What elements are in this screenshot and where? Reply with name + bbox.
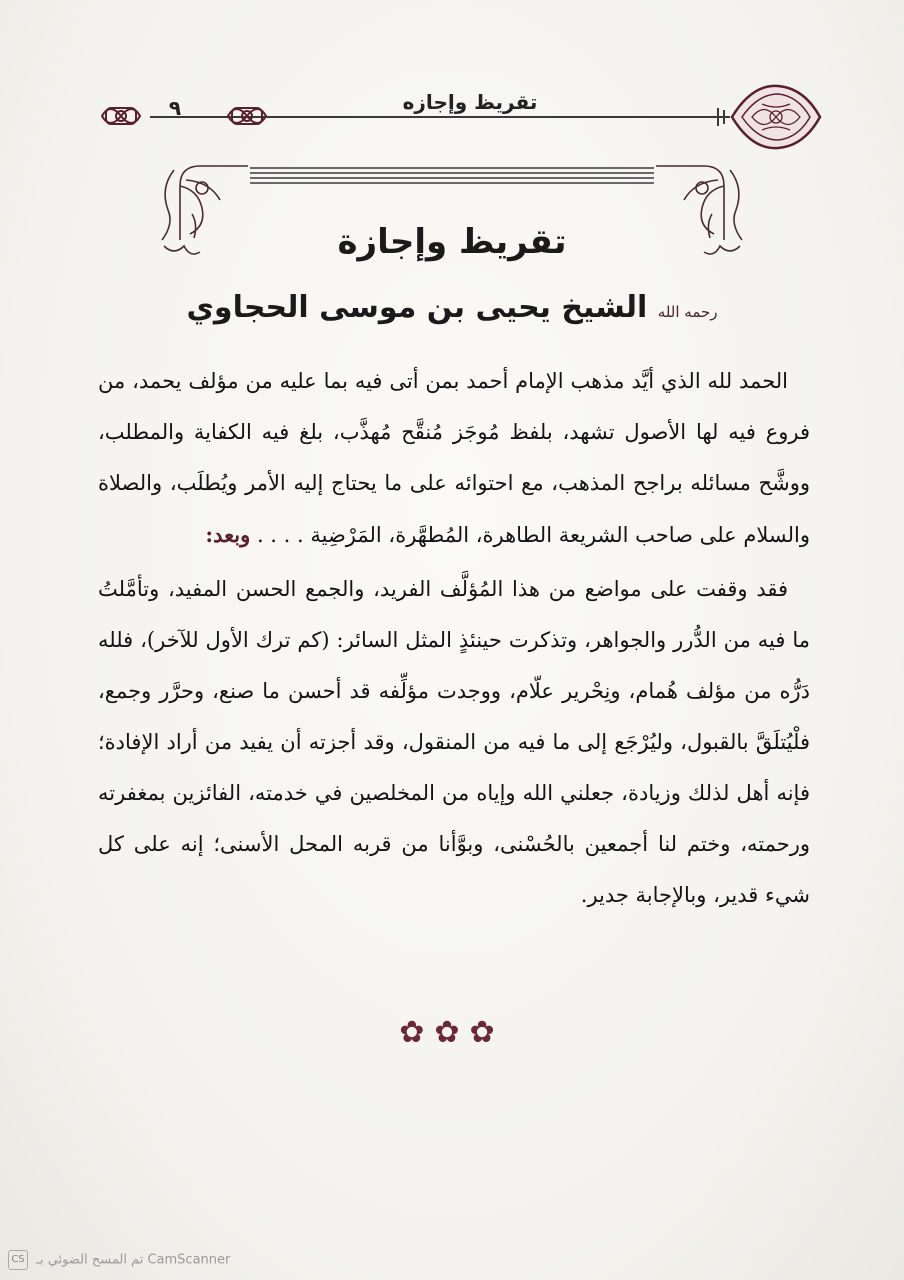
wa-baad-phrase: وبعد: — [205, 522, 251, 547]
medallion-ornament — [712, 80, 824, 154]
author-heading — [150, 290, 760, 325]
scanner-watermark — [8, 1250, 230, 1270]
body-text — [98, 356, 810, 921]
watermark-text: تم المسح الضوئي بـ CamScanner — [36, 1252, 231, 1268]
section-separator-stars: ✿✿✿ — [399, 1015, 505, 1050]
knot-ornament-center — [224, 100, 270, 132]
page-number: ٩ — [168, 96, 182, 120]
paragraph-2: فقد وقفت على مواضع من هذا المُؤلَّف الفريد، والجمع الحسن المفيد، وتأمَّلتُ ما فيه من الدُّرر والجواهر، وتذكرت حينئذٍ المثل السائر: (كم ترك الأول للآخر)، فلله دَرُّه من مؤلف هُمام، ونِحْرير علّام، ووجدت مؤلِّفه قد أحسن ما صنع، وحرَّر وجمع، فلْيُتلَقَّ بالقبول، وليُرْجَع إلى ما فيه من المنقول، وقد أجزته أن يفيد من أراد الإفادة؛ فإنه أهل لذلك وزيادة، جعلني الله وإياه من المخلصين في خدمته، الفائزين بمغفرته ورحمته، وختم لنا أجمعين بالحُسْنى، وبوَّأنا من قربه المحل الأسنى؛ إنه على كل شيء قدير، وبالإجابة جدير. — [98, 577, 810, 907]
author-name: الشيخ يحيى بن موسى الحجاوي — [186, 290, 648, 325]
camscanner-logo: CS — [8, 1250, 28, 1270]
honorific-mark: رحمه الله — [657, 303, 718, 321]
page-title: تقريظ وإجازة — [337, 222, 567, 262]
knot-ornament-left — [98, 100, 144, 132]
paragraph-1 — [98, 356, 810, 561]
paragraph-1-text: الحمد لله الذي أيَّد مذهب الإمام أحمد بمن أتى فيه بما عليه من مؤلف يحمد، من فروع فيه لها الأصول تشهد، بلفظ مُوجَز مُنقَّح مُهذَّب، بلغ فيه الكفاية والمطلب، ووشَّح مسائله براجح المذهب، مع احتوائه على ما يحتاج إليه الأمر ويُطلَب، والصلاة والسلام على صاحب الشريعة الطاهرة، المُطهَّرة، المَرْضِية . . . . — [98, 369, 810, 547]
running-title: تقريظ وإجازه — [402, 90, 538, 114]
